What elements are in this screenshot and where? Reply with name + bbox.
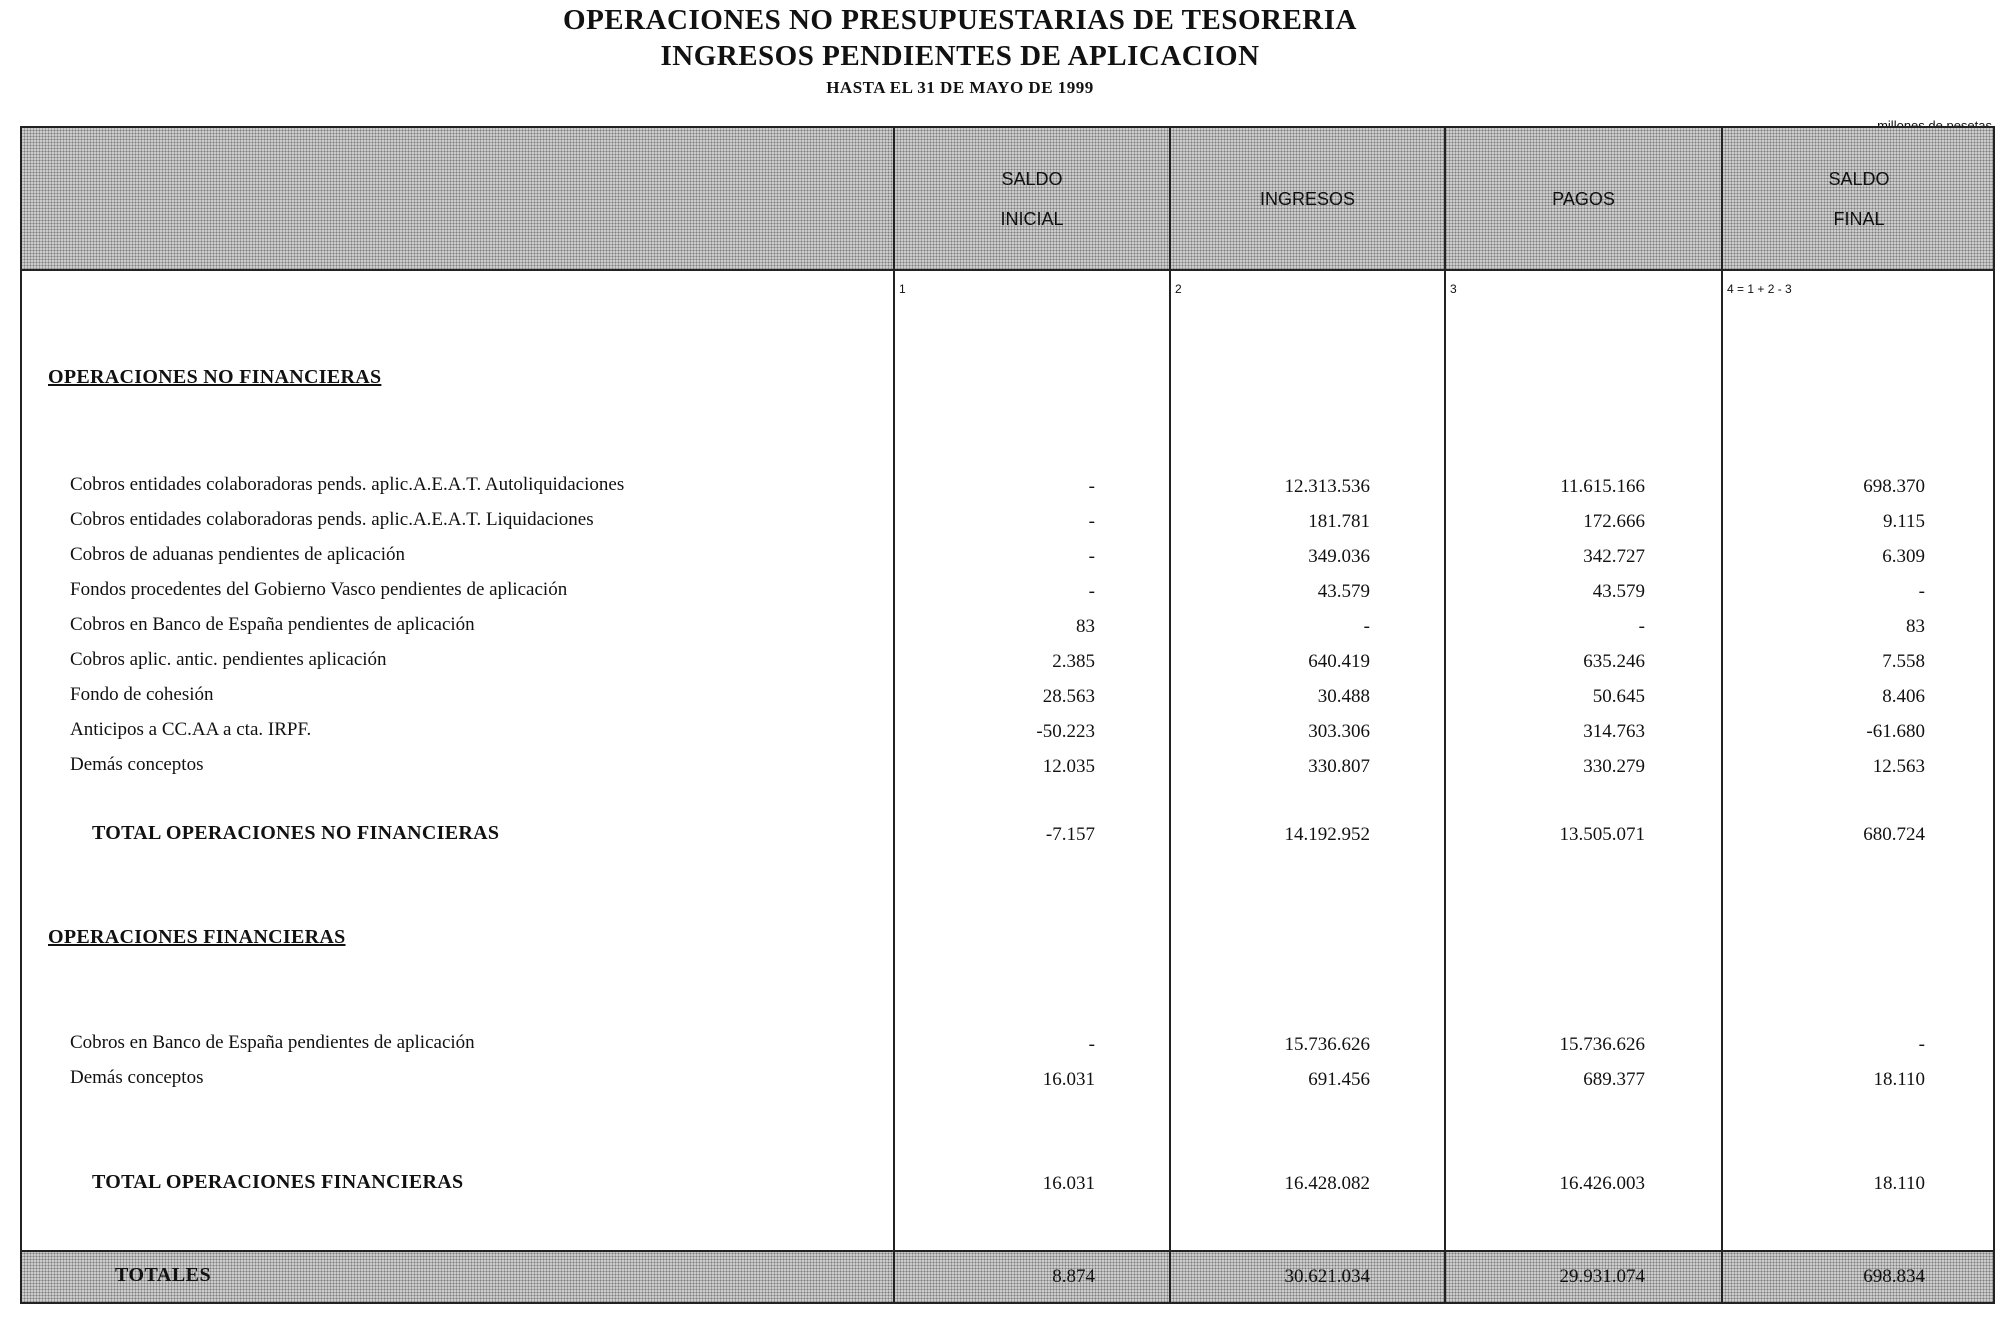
cell-pagos: 43.579 — [1592, 581, 1645, 602]
cell-ingresos: 30.621.034 — [1284, 1266, 1370, 1287]
cell-saldo-inicial: - — [1088, 581, 1095, 602]
cell-saldo-inicial: 8.874 — [1052, 1266, 1095, 1287]
total-row-no-financieras — [0, 822, 2000, 852]
cell-saldo-inicial: -50.223 — [1036, 721, 1095, 742]
row-label: Cobros entidades colaboradoras pends. aplic.A.E.A.T. Autoliquidaciones — [70, 474, 625, 495]
cell-pagos: 15.736.626 — [1559, 1034, 1645, 1055]
column-number: 1 — [899, 282, 906, 296]
table-row — [0, 509, 2000, 539]
cell-saldo-inicial: - — [1088, 476, 1095, 497]
table-row — [0, 614, 2000, 644]
cell-ingresos: 16.428.082 — [1284, 1173, 1370, 1194]
cell-saldo-inicial: 2.385 — [1052, 651, 1095, 672]
column-header-pagos — [1446, 126, 1721, 271]
cell-saldo-inicial: 16.031 — [1042, 1173, 1095, 1194]
cell-ingresos: 12.313.536 — [1284, 476, 1370, 497]
column-header-line: FINAL — [1833, 208, 1885, 229]
cell-saldo-final: - — [1918, 1034, 1925, 1055]
cell-ingresos: 15.736.626 — [1284, 1034, 1370, 1055]
column-number: 2 — [1175, 282, 1182, 296]
table-row — [0, 649, 2000, 679]
cell-saldo-final: 8.406 — [1882, 686, 1925, 707]
cell-saldo-final: 7.558 — [1882, 651, 1925, 672]
row-label: Cobros de aduanas pendientes de aplicación — [70, 544, 406, 565]
row-label: Anticipos a CC.AA a cta. IRPF. — [70, 719, 312, 740]
cell-pagos: 13.505.071 — [1559, 824, 1645, 845]
cell-saldo-inicial: - — [1088, 546, 1095, 567]
section-title-no-financieras: OPERACIONES NO FINANCIERAS — [48, 366, 382, 388]
table-frame — [20, 126, 1995, 1304]
row-label: Cobros en Banco de España pendientes de aplicación — [70, 1032, 475, 1053]
row-label: TOTAL OPERACIONES NO FINANCIERAS — [92, 822, 500, 844]
cell-ingresos: 349.036 — [1308, 546, 1370, 567]
cell-pagos: 16.426.003 — [1559, 1173, 1645, 1194]
cell-pagos: 50.645 — [1592, 686, 1645, 707]
table-row — [0, 579, 2000, 609]
column-header-line: INICIAL — [1000, 208, 1064, 229]
column-divider — [893, 126, 895, 1304]
column-header-line: PAGOS — [1552, 188, 1615, 209]
row-label: Fondo de cohesión — [70, 684, 214, 705]
cell-saldo-inicial: 83 — [1076, 616, 1095, 637]
cell-ingresos: 30.488 — [1317, 686, 1370, 707]
table-row — [0, 474, 2000, 504]
cell-ingresos: 181.781 — [1308, 511, 1370, 532]
column-divider — [1721, 126, 1723, 1304]
table-row — [0, 544, 2000, 574]
column-header-line: INGRESOS — [1259, 188, 1356, 209]
cell-ingresos: 691.456 — [1308, 1069, 1370, 1090]
cell-saldo-final: 6.309 — [1882, 546, 1925, 567]
cell-saldo-inicial: - — [1088, 1034, 1095, 1055]
cell-saldo-final: -61.680 — [1866, 721, 1925, 742]
cell-ingresos: 640.419 — [1308, 651, 1370, 672]
cell-pagos: 29.931.074 — [1559, 1266, 1645, 1287]
row-label: TOTALES — [115, 1264, 212, 1286]
cell-pagos: - — [1638, 616, 1645, 637]
column-header-saldo-final — [1723, 126, 1995, 271]
cell-saldo-inicial: 12.035 — [1042, 756, 1095, 777]
cell-pagos: 342.727 — [1583, 546, 1645, 567]
cell-saldo-final: 18.110 — [1873, 1173, 1925, 1194]
table-row — [0, 719, 2000, 749]
total-row-financieras — [0, 1171, 2000, 1201]
cell-saldo-inicial: 28.563 — [1042, 686, 1095, 707]
column-divider — [1444, 126, 1446, 1304]
row-label: Demás conceptos — [70, 754, 204, 775]
cell-pagos: 314.763 — [1583, 721, 1645, 742]
cell-saldo-final: 698.370 — [1863, 476, 1925, 497]
document-subtitle: INGRESOS PENDIENTES DE APLICACION — [660, 40, 1260, 72]
table-row — [0, 754, 2000, 784]
cell-saldo-final: - — [1918, 581, 1925, 602]
column-header-line: SALDO — [1001, 168, 1063, 189]
cell-ingresos: 43.579 — [1317, 581, 1370, 602]
cell-ingresos: - — [1363, 616, 1370, 637]
table-row — [0, 684, 2000, 714]
cell-saldo-final: 698.834 — [1863, 1266, 1925, 1287]
cell-ingresos: 330.807 — [1308, 756, 1370, 777]
document-title: OPERACIONES NO PRESUPUESTARIAS DE TESORERIA — [563, 4, 1357, 36]
cell-saldo-final: 680.724 — [1863, 824, 1925, 845]
section-title-financieras: OPERACIONES FINANCIERAS — [48, 926, 346, 948]
column-divider — [1169, 126, 1171, 1304]
column-header-saldo-inicial — [895, 126, 1169, 271]
table-row — [0, 1032, 2000, 1062]
cell-pagos: 689.377 — [1583, 1069, 1645, 1090]
row-label: Fondos procedentes del Gobierno Vasco pendientes de aplicación — [70, 579, 568, 600]
column-header-line: SALDO — [1828, 168, 1890, 189]
grand-total-row — [0, 1264, 2000, 1294]
cell-saldo-final: 12.563 — [1872, 756, 1925, 777]
cell-pagos: 11.615.166 — [1560, 476, 1645, 497]
cell-saldo-inicial: -7.157 — [1045, 824, 1095, 845]
column-number: 4 = 1 + 2 - 3 — [1727, 282, 1792, 296]
row-label: Cobros entidades colaboradoras pends. aplic.A.E.A.T. Liquidaciones — [70, 509, 594, 530]
cell-pagos: 330.279 — [1583, 756, 1645, 777]
cell-ingresos: 14.192.952 — [1284, 824, 1370, 845]
table-row — [0, 1067, 2000, 1097]
cell-ingresos: 303.306 — [1308, 721, 1370, 742]
cell-pagos: 635.246 — [1583, 651, 1645, 672]
row-label: Demás conceptos — [70, 1067, 204, 1088]
column-number: 3 — [1450, 282, 1457, 296]
document-date: HASTA EL 31 DE MAYO DE 1999 — [826, 78, 1094, 97]
row-label: Cobros en Banco de España pendientes de aplicación — [70, 614, 475, 635]
cell-saldo-final: 83 — [1906, 616, 1925, 637]
row-label: TOTAL OPERACIONES FINANCIERAS — [92, 1171, 464, 1193]
cell-saldo-final: 18.110 — [1873, 1069, 1925, 1090]
cell-saldo-inicial: - — [1088, 511, 1095, 532]
cell-saldo-inicial: 16.031 — [1042, 1069, 1095, 1090]
row-label: Cobros aplic. antic. pendientes aplicación — [70, 649, 387, 670]
cell-saldo-final: 9.115 — [1882, 511, 1925, 532]
column-header-ingresos — [1171, 126, 1444, 271]
cell-pagos: 172.666 — [1583, 511, 1645, 532]
